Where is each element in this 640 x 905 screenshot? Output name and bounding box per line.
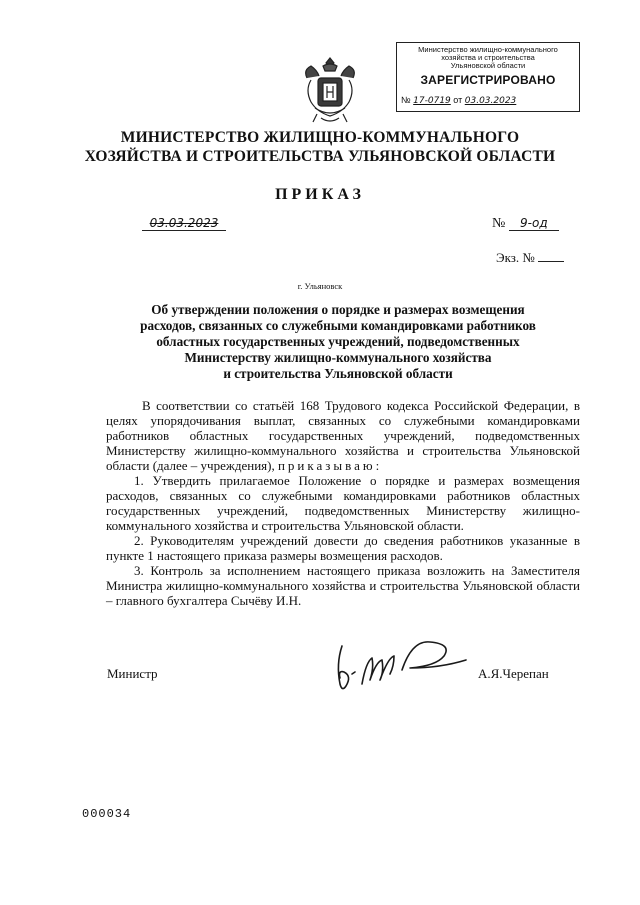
order-date: 03.03.2023: [142, 216, 226, 231]
body-paragraph-item-3: 3. Контроль за исполнением настоящего приказа возложить на Заместителя Министра жилищно-коммунального хозяйства и строительства Ульяновской области – главного бухгалтера Сычёву И.Н.: [106, 563, 580, 608]
stamp-org-line: Министерство жилищно-коммунального: [418, 45, 558, 54]
subject-line: Министерству жилищно-коммунального хозяйства: [184, 350, 492, 365]
ministry-name: [80, 128, 560, 166]
ministry-name-line: ХОЗЯЙСТВА И СТРОИТЕЛЬСТВА УЛЬЯНОВСКОЙ ОБЛАСТИ: [84, 148, 556, 165]
registration-stamp: [396, 42, 580, 112]
stamp-registered-label: ЗАРЕГИСТРИРОВАНО: [420, 73, 556, 87]
ministry-name-line: МИНИСТЕРСТВО ЖИЛИЩНО-КОММУНАЛЬНОГО: [120, 129, 520, 146]
stamp-date-label: от: [453, 95, 463, 105]
copy-number-blank: [538, 261, 564, 262]
stamp-org-line: Ульяновской области: [450, 61, 526, 70]
coat-of-arms-emblem: [303, 56, 357, 128]
copy-number-label: Экз. №: [496, 250, 535, 265]
stamp-org-line: хозяйства и строительства: [441, 53, 535, 62]
order-body: [106, 398, 580, 608]
signatory-title: Министр: [107, 666, 158, 681]
body-paragraph-item-2: 2. Руководителям учреждений довести до сведения работников указанные в пункте 1 настоящего приказа размеры возмещения расходов.: [106, 533, 580, 563]
preamble-text: В соответствии со статьёй 168 Трудового кодекса Российской Федерации, в целях упорядочивания выплат, связанных со служебными командировками работников областных государственных учреждений, подведомственных Министерству жилищно-коммунального хозяйства и строительства Ульяновской области (далее – учреждения),: [106, 398, 580, 473]
subject-line: Об утверждении положения о порядке и размерах возмещения: [151, 302, 525, 317]
order-number-label: №: [492, 216, 506, 231]
page-code: 000034: [82, 807, 132, 821]
city-label: г. Ульяновск: [297, 281, 343, 291]
subject-line: областных государственных учреждений, подведомственных: [156, 334, 520, 349]
signatory-name: А.Я.Черепан: [478, 666, 549, 681]
order-number: [492, 216, 559, 232]
order-number-value: 9-од: [509, 216, 559, 231]
body-paragraph-item-1: 1. Утвердить прилагаемое Положение о порядке и размерах возмещения расходов, связанных со служебными командировками работников областных государственных учреждений, подведомственных Министерству жилищно-коммунального хозяйства и строительства Ульяновской области.: [106, 473, 580, 533]
order-subject: [108, 302, 568, 382]
stamp-number-value: 17-0719: [413, 96, 451, 106]
stamp-number-label: №: [401, 95, 411, 105]
stamp-number-row: [401, 95, 577, 106]
copy-number: [496, 250, 564, 266]
document-type-title: ПРИКАЗ: [275, 186, 365, 203]
handwritten-signature: [332, 634, 472, 694]
order-word: приказываю:: [277, 458, 383, 473]
subject-line: расходов, связанных со служебными командировками работников: [140, 318, 536, 333]
subject-line: и строительства Ульяновской области: [223, 366, 453, 381]
body-paragraph-preamble: [106, 398, 580, 473]
stamp-date-value: 03.03.2023: [464, 96, 517, 106]
